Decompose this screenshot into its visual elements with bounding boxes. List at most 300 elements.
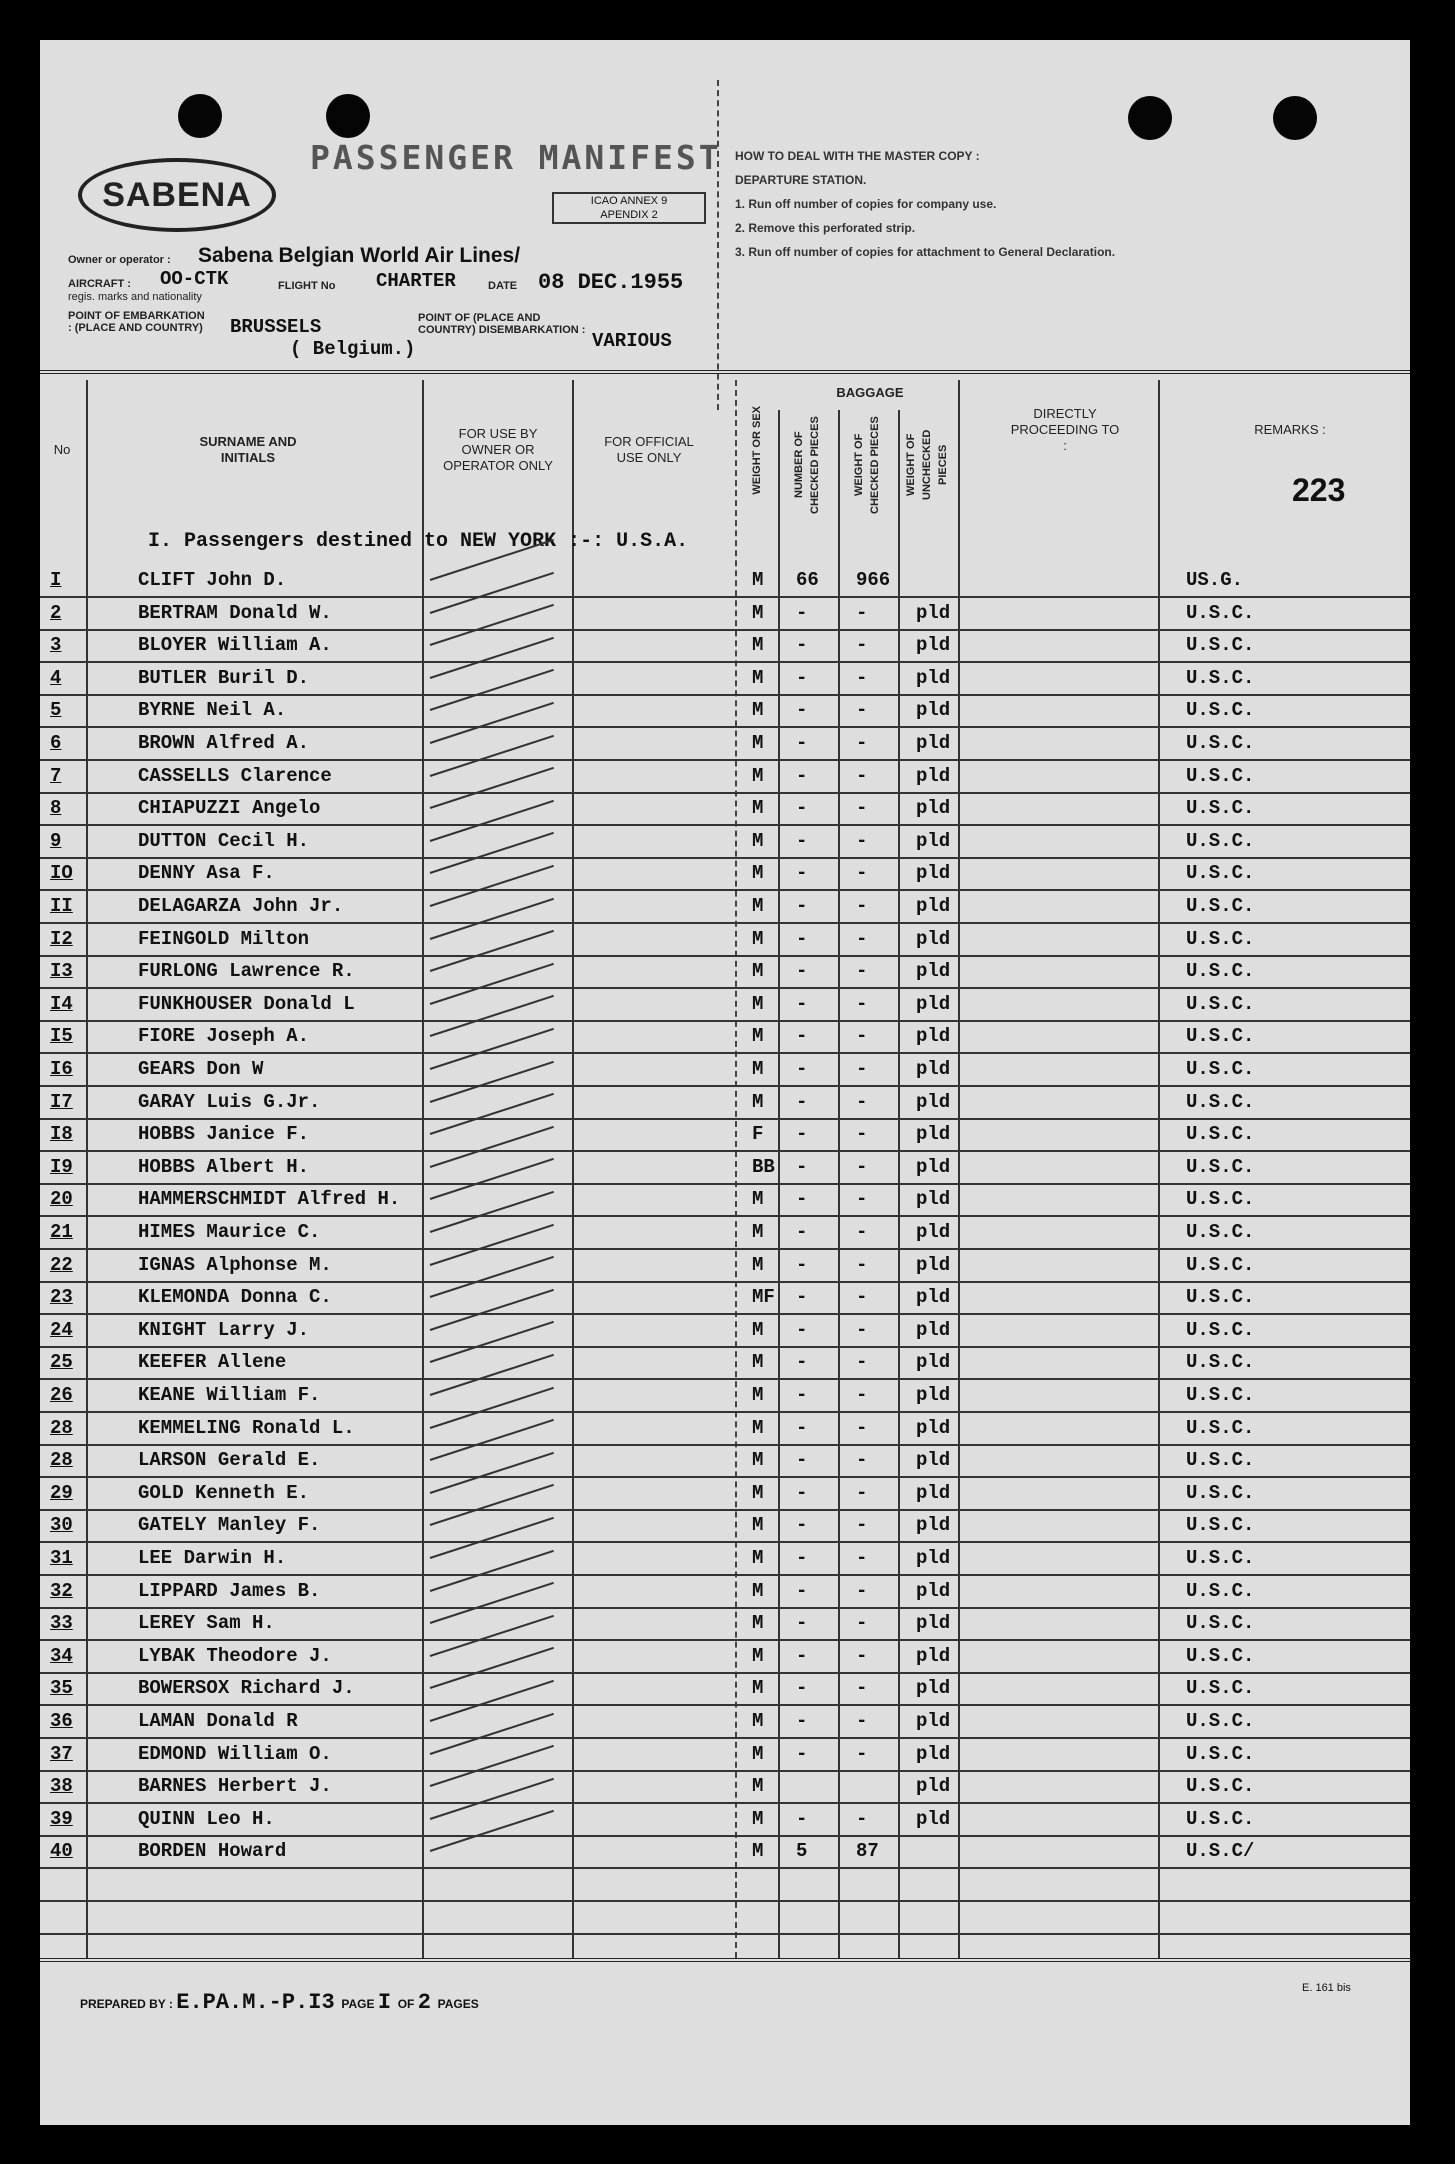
weight-sex: M [752, 1253, 764, 1276]
checked-pieces: - [796, 1481, 808, 1504]
checked-weight: - [856, 1677, 868, 1700]
instruction-2: 2. Remove this perforated strip. [735, 221, 916, 235]
table-row [40, 1704, 1410, 1739]
row-number: 32 [50, 1579, 73, 1602]
checked-weight: - [856, 797, 868, 820]
passenger-name: EDMOND William O. [138, 1742, 332, 1765]
checked-pieces: 66 [796, 569, 819, 591]
weight-sex: F [752, 1123, 764, 1146]
unchecked-weight: pld [916, 666, 951, 689]
remark: U.S.C. [1186, 960, 1255, 983]
row-number: 29 [50, 1481, 73, 1504]
section-label: I. Passengers destined to NEW YORK :-: U.S.A. [148, 530, 689, 553]
icao-line2: APENDIX 2 [600, 209, 658, 221]
of-label: OF [397, 1997, 415, 2011]
unchecked-weight: pld [916, 1644, 951, 1667]
unchecked-weight: pld [916, 1742, 951, 1765]
col-weight-checked-label: WEIGHT OF CHECKED PIECES [853, 416, 881, 514]
checked-weight: - [856, 1579, 868, 1602]
checked-pieces: - [796, 1221, 808, 1243]
passenger-name: BOWERSOX Richard J. [138, 1677, 355, 1700]
passenger-name: CHIAPUZZI Angelo [138, 797, 321, 820]
table-row [40, 1834, 1410, 1869]
passenger-name: LAMAN Donald R [138, 1710, 298, 1732]
passenger-name: HOBBS Janice F. [138, 1123, 310, 1146]
row-number: 31 [50, 1547, 73, 1569]
col-weight-checked [840, 410, 894, 520]
unchecked-weight: pld [916, 1025, 951, 1048]
page-title: PASSENGER MANIFEST [310, 138, 722, 177]
table-row [40, 987, 1410, 1022]
footer-rule [40, 1958, 1410, 1962]
unchecked-weight: pld [916, 1221, 951, 1243]
passenger-name: IGNAS Alphonse M. [138, 1253, 332, 1276]
unchecked-weight: pld [916, 1710, 951, 1732]
remark: U.S.C. [1186, 862, 1255, 885]
weight-sex: M [752, 1221, 764, 1243]
weight-sex: M [752, 927, 764, 950]
unchecked-weight: pld [916, 732, 951, 754]
table-row [40, 1117, 1410, 1152]
passenger-name: KEMMELING Ronald L. [138, 1416, 355, 1439]
col-official-use: FOR OFFICIAL USE ONLY [604, 434, 694, 465]
weight-sex: M [752, 764, 764, 787]
passenger-name: HOBBS Albert H. [138, 1155, 310, 1178]
remark: U.S.C. [1186, 1221, 1255, 1243]
row-number: 7 [50, 764, 62, 787]
unchecked-weight: pld [916, 1188, 951, 1211]
col-directly: DIRECTLY PROCEEDING TO : [1010, 406, 1120, 453]
passenger-name: KNIGHT Larry J. [138, 1318, 310, 1341]
row-number: 28 [50, 1449, 73, 1472]
passenger-name: FEINGOLD Milton [138, 927, 310, 950]
unchecked-weight: pld [916, 1612, 951, 1635]
passenger-name: GATELY Manley F. [138, 1514, 321, 1537]
checked-pieces: - [796, 1742, 808, 1765]
row-number: I8 [50, 1123, 73, 1146]
instructions-title: HOW TO DEAL WITH THE MASTER COPY : [735, 149, 980, 163]
row-number: 8 [50, 797, 62, 820]
unchecked-weight: pld [916, 1481, 951, 1504]
flight-value: CHARTER [376, 270, 456, 292]
unchecked-weight: pld [916, 992, 951, 1015]
unchecked-weight: pld [916, 1090, 951, 1113]
checked-pieces: - [796, 732, 808, 754]
table-row [40, 1313, 1410, 1348]
row-number: I3 [50, 960, 73, 983]
checked-weight: 966 [856, 569, 891, 591]
unchecked-weight: pld [916, 1775, 951, 1798]
weight-sex: M [752, 1807, 764, 1830]
remark: U.S.C. [1186, 829, 1255, 852]
row-number: 28 [50, 1416, 73, 1439]
passenger-name: GARAY Luis G.Jr. [138, 1090, 321, 1113]
table-row [40, 693, 1410, 728]
table-row [40, 1508, 1410, 1543]
remark: U.S.C. [1186, 1514, 1255, 1537]
passenger-name: LEREY Sam H. [138, 1612, 275, 1635]
checked-weight: - [856, 601, 868, 624]
table-row [40, 1052, 1410, 1087]
checked-pieces: - [796, 1644, 808, 1667]
row-number: 23 [50, 1286, 73, 1309]
col-num-checked [780, 410, 834, 520]
remark: U.S.C. [1186, 1677, 1255, 1700]
table-row [40, 1085, 1410, 1120]
remark: U.S.C/ [1186, 1840, 1255, 1863]
weight-sex: M [752, 1481, 764, 1504]
weight-sex: M [752, 569, 764, 591]
weight-sex: M [752, 829, 764, 852]
remark: U.S.C. [1186, 1807, 1255, 1830]
row-number: I7 [50, 1090, 73, 1113]
table-row [40, 1574, 1410, 1609]
remark: U.S.C. [1186, 1742, 1255, 1765]
row-number: 25 [50, 1351, 73, 1374]
row-number: 37 [50, 1742, 73, 1765]
weight-sex: M [752, 1025, 764, 1048]
table-row-empty [40, 1867, 1410, 1902]
col-weight-unchecked [900, 410, 954, 520]
weight-sex: M [752, 1449, 764, 1472]
unchecked-weight: pld [916, 1155, 951, 1178]
table-row [40, 922, 1410, 957]
remark: U.S.C. [1186, 732, 1255, 754]
row-number: 34 [50, 1644, 73, 1667]
unchecked-weight: pld [916, 797, 951, 820]
table-row [40, 1541, 1410, 1576]
unchecked-weight: pld [916, 1416, 951, 1439]
remark: U.S.C. [1186, 895, 1255, 917]
table-row [40, 628, 1410, 663]
checked-weight: - [856, 1155, 868, 1178]
remark: U.S.C. [1186, 1579, 1255, 1602]
row-number: 36 [50, 1710, 73, 1732]
passenger-name: FUNKHOUSER Donald L [138, 992, 355, 1015]
col-surname: SURNAME AND INITIALS [199, 434, 297, 465]
checked-pieces: - [796, 1514, 808, 1537]
remark: U.S.C. [1186, 1155, 1255, 1178]
date-value: 08 DEC.1955 [538, 270, 684, 295]
row-number: 4 [50, 666, 62, 689]
checked-weight: - [856, 895, 868, 917]
passenger-name: GEARS Don W [138, 1058, 264, 1080]
checked-pieces: - [796, 1318, 808, 1341]
weight-sex: M [752, 1710, 764, 1732]
checked-pieces: - [796, 1416, 808, 1439]
table-row [40, 889, 1410, 924]
checked-weight: - [856, 862, 868, 885]
unchecked-weight: pld [916, 862, 951, 885]
checked-weight: - [856, 1449, 868, 1472]
col-weight-unchecked-label: WEIGHT OF UNCHECKED PIECES [905, 429, 949, 501]
remark: U.S.C. [1186, 1416, 1255, 1439]
checked-weight: - [856, 764, 868, 787]
checked-weight: - [856, 1253, 868, 1276]
row-number: I9 [50, 1155, 73, 1178]
row-number: 38 [50, 1775, 73, 1798]
col-weight-sex-label: WEIGHT OR SEX [751, 405, 763, 495]
remark: U.S.C. [1186, 1384, 1255, 1406]
remark: U.S.C. [1186, 1253, 1255, 1276]
instruction-3: 3. Run off number of copies for attachment to General Declaration. [735, 245, 1116, 259]
passenger-name: QUINN Leo H. [138, 1807, 275, 1830]
remarks-number: 223 [1292, 472, 1346, 508]
passenger-name: HAMMERSCHMIDT Alfred H. [138, 1188, 401, 1211]
weight-sex: M [752, 1547, 764, 1569]
passenger-name: BUTLER Buril D. [138, 666, 310, 689]
remark: U.S.C. [1186, 927, 1255, 950]
checked-weight: - [856, 1090, 868, 1113]
checked-pieces: - [796, 829, 808, 852]
row-number: II [50, 895, 73, 917]
table-row [40, 1378, 1410, 1413]
passenger-name: LARSON Gerald E. [138, 1449, 321, 1472]
remark: U.S.C. [1186, 1449, 1255, 1472]
page-label: PAGE [341, 1997, 375, 2011]
remark: U.S.C. [1186, 1025, 1255, 1048]
remark: U.S.C. [1186, 1547, 1255, 1569]
checked-pieces: - [796, 895, 808, 917]
checked-weight: - [856, 927, 868, 950]
row-number: 2 [50, 601, 62, 624]
unchecked-weight: pld [916, 1449, 951, 1472]
table-row-empty [40, 1900, 1410, 1935]
checked-pieces: - [796, 1025, 808, 1048]
remark: U.S.C. [1186, 1090, 1255, 1113]
sabena-logo: SABENA [78, 158, 276, 232]
of-value: 2 [417, 1990, 431, 2015]
row-number: 26 [50, 1384, 73, 1406]
passenger-name: FURLONG Lawrence R. [138, 960, 355, 983]
punch-hole [1273, 96, 1317, 140]
table-row [40, 1606, 1410, 1641]
checked-weight: - [856, 1384, 868, 1406]
owner-label: Owner or operator : [68, 254, 171, 266]
embark-value: BRUSSELS [230, 316, 322, 338]
weight-sex: M [752, 1677, 764, 1700]
passenger-name: DUTTON Cecil H. [138, 829, 310, 852]
checked-pieces: - [796, 1123, 808, 1146]
row-number: 33 [50, 1612, 73, 1635]
passenger-table [40, 523, 1410, 1958]
passenger-name: LEE Darwin H. [138, 1547, 287, 1569]
row-number: I2 [50, 927, 73, 950]
passenger-name: BORDEN Howard [138, 1840, 287, 1863]
weight-sex: M [752, 1742, 764, 1765]
table-row [40, 1280, 1410, 1315]
weight-sex: M [752, 1318, 764, 1341]
remark: U.S.C. [1186, 992, 1255, 1015]
table-row [40, 1802, 1410, 1837]
row-number: 9 [50, 829, 62, 852]
weight-sex: MF [752, 1286, 775, 1309]
row-number: IO [50, 862, 73, 885]
icao-box [552, 192, 706, 224]
flight-label: FLIGHT No [278, 280, 336, 292]
weight-sex: BB [752, 1155, 775, 1178]
checked-pieces: - [796, 1286, 808, 1309]
passenger-name: HIMES Maurice C. [138, 1221, 321, 1243]
passenger-name: DELAGARZA John Jr. [138, 895, 344, 917]
punch-hole [1128, 96, 1172, 140]
checked-pieces: - [796, 1807, 808, 1830]
remark: U.S.C. [1186, 1188, 1255, 1211]
row-number: 21 [50, 1221, 73, 1243]
checked-weight: - [856, 1416, 868, 1439]
remark: U.S.C. [1186, 1318, 1255, 1341]
col-weight-sex [740, 380, 774, 520]
checked-pieces: - [796, 1710, 808, 1732]
checked-weight: - [856, 1481, 868, 1504]
table-row [40, 1150, 1410, 1185]
checked-pieces: - [796, 992, 808, 1015]
col-baggage: BAGGAGE [836, 385, 904, 400]
checked-weight: - [856, 992, 868, 1015]
unchecked-weight: pld [916, 1318, 951, 1341]
row-number: 30 [50, 1514, 73, 1537]
weight-sex: M [752, 666, 764, 689]
prepared-label: PREPARED BY : [80, 1997, 173, 2011]
row-number: I4 [50, 992, 73, 1015]
unchecked-weight: pld [916, 960, 951, 983]
remark: U.S.C. [1186, 797, 1255, 820]
unchecked-weight: pld [916, 1253, 951, 1276]
aircraft-label: AIRCRAFT : [68, 278, 131, 290]
checked-pieces: - [796, 1677, 808, 1700]
checked-weight: - [856, 1807, 868, 1830]
row-number: I5 [50, 1025, 73, 1048]
footer [80, 1990, 479, 2015]
table-row [40, 1345, 1410, 1380]
unchecked-weight: pld [916, 927, 951, 950]
checked-weight: - [856, 1514, 868, 1537]
table-row [40, 1411, 1410, 1446]
table-row [40, 1639, 1410, 1674]
form-number: E. 161 bis [1302, 1982, 1351, 1994]
disembark-label: POINT OF (PLACE AND COUNTRY) DISEMBARKATION : [418, 312, 586, 336]
table-row [40, 1182, 1410, 1217]
remark: U.S.C. [1186, 1058, 1255, 1080]
table-row [40, 1248, 1410, 1283]
col-num-checked-label: NUMBER OF CHECKED PIECES [793, 416, 821, 514]
row-number: 22 [50, 1253, 73, 1276]
remark: U.S.C. [1186, 634, 1255, 657]
passenger-name: FIORE Joseph A. [138, 1025, 310, 1048]
instruction-1: 1. Run off number of copies for company use. [735, 197, 997, 211]
passenger-name: LIPPARD James B. [138, 1579, 321, 1602]
checked-pieces: - [796, 1351, 808, 1374]
unchecked-weight: pld [916, 1351, 951, 1374]
table-row [40, 661, 1410, 696]
row-number: 5 [50, 699, 62, 722]
disembark-value: VARIOUS [592, 330, 672, 352]
passenger-name: LYBAK Theodore J. [138, 1644, 332, 1667]
weight-sex: M [752, 699, 764, 722]
table-row [40, 563, 1410, 598]
remark: U.S.C. [1186, 1286, 1255, 1309]
passenger-name: BERTRAM Donald W. [138, 601, 332, 624]
page-value: I [377, 1990, 392, 2015]
weight-sex: M [752, 1579, 764, 1602]
remark: US.G. [1186, 569, 1244, 591]
perforation-line [717, 80, 719, 410]
header-rule [40, 370, 1410, 374]
col-owner-use: FOR USE BY OWNER OR OPERATOR ONLY [443, 426, 553, 473]
checked-weight: - [856, 1644, 868, 1667]
remark: U.S.C. [1186, 1710, 1255, 1732]
row-number: 6 [50, 732, 62, 754]
date-label: DATE [488, 280, 518, 292]
checked-weight: - [856, 1058, 868, 1080]
table-row [40, 1769, 1410, 1804]
table-row [40, 759, 1410, 794]
checked-pieces: - [796, 1449, 808, 1472]
checked-weight: - [856, 732, 868, 754]
passenger-name: CASSELLS Clarence [138, 764, 332, 787]
passenger-name: GOLD Kenneth E. [138, 1481, 310, 1504]
col-no: No [53, 442, 71, 457]
remark: U.S.C. [1186, 666, 1255, 689]
table-row [40, 954, 1410, 989]
weight-sex: M [752, 960, 764, 983]
unchecked-weight: pld [916, 1384, 951, 1406]
icao-line1: ICAO ANNEX 9 [590, 195, 668, 207]
checked-pieces: - [796, 666, 808, 689]
weight-sex: M [752, 1090, 764, 1113]
checked-weight: - [856, 699, 868, 722]
checked-weight: - [856, 1612, 868, 1635]
checked-pieces: - [796, 1579, 808, 1602]
instructions-station: DEPARTURE STATION. [735, 173, 867, 187]
punch-hole [326, 94, 370, 138]
table-row [40, 1019, 1410, 1054]
instructions [735, 144, 1115, 264]
unchecked-weight: pld [916, 1286, 951, 1309]
checked-weight: - [856, 1318, 868, 1341]
table-row [40, 1476, 1410, 1511]
checked-weight: - [856, 1025, 868, 1048]
checked-weight: 87 [856, 1840, 879, 1863]
checked-weight: - [856, 960, 868, 983]
remark: U.S.C. [1186, 1644, 1255, 1667]
table-row [40, 1443, 1410, 1478]
row-number: 39 [50, 1807, 73, 1830]
weight-sex: M [752, 1840, 764, 1863]
remark: U.S.C. [1186, 1775, 1255, 1798]
weight-sex: M [752, 1058, 764, 1080]
checked-weight: - [856, 666, 868, 689]
aircraft-sublabel: regis. marks and nationality [68, 291, 202, 303]
checked-weight: - [856, 829, 868, 852]
weight-sex: M [752, 601, 764, 624]
weight-sex: M [752, 1384, 764, 1406]
passenger-name: DENNY Asa F. [138, 862, 275, 885]
unchecked-weight: pld [916, 699, 951, 722]
passenger-name: BROWN Alfred A. [138, 732, 310, 754]
checked-pieces: - [796, 699, 808, 722]
checked-pieces: - [796, 601, 808, 624]
row-number: 24 [50, 1318, 73, 1341]
checked-pieces: - [796, 1090, 808, 1113]
embark-label: POINT OF EMBARKATION : (PLACE AND COUNTRY) [68, 310, 205, 334]
prepared-value: E.PA.M.-P.I3 [176, 1990, 335, 2015]
weight-sex: M [752, 1775, 764, 1798]
checked-pieces: - [796, 927, 808, 950]
row-number: 40 [50, 1840, 73, 1863]
checked-weight: - [856, 1710, 868, 1732]
weight-sex: M [752, 1188, 764, 1211]
